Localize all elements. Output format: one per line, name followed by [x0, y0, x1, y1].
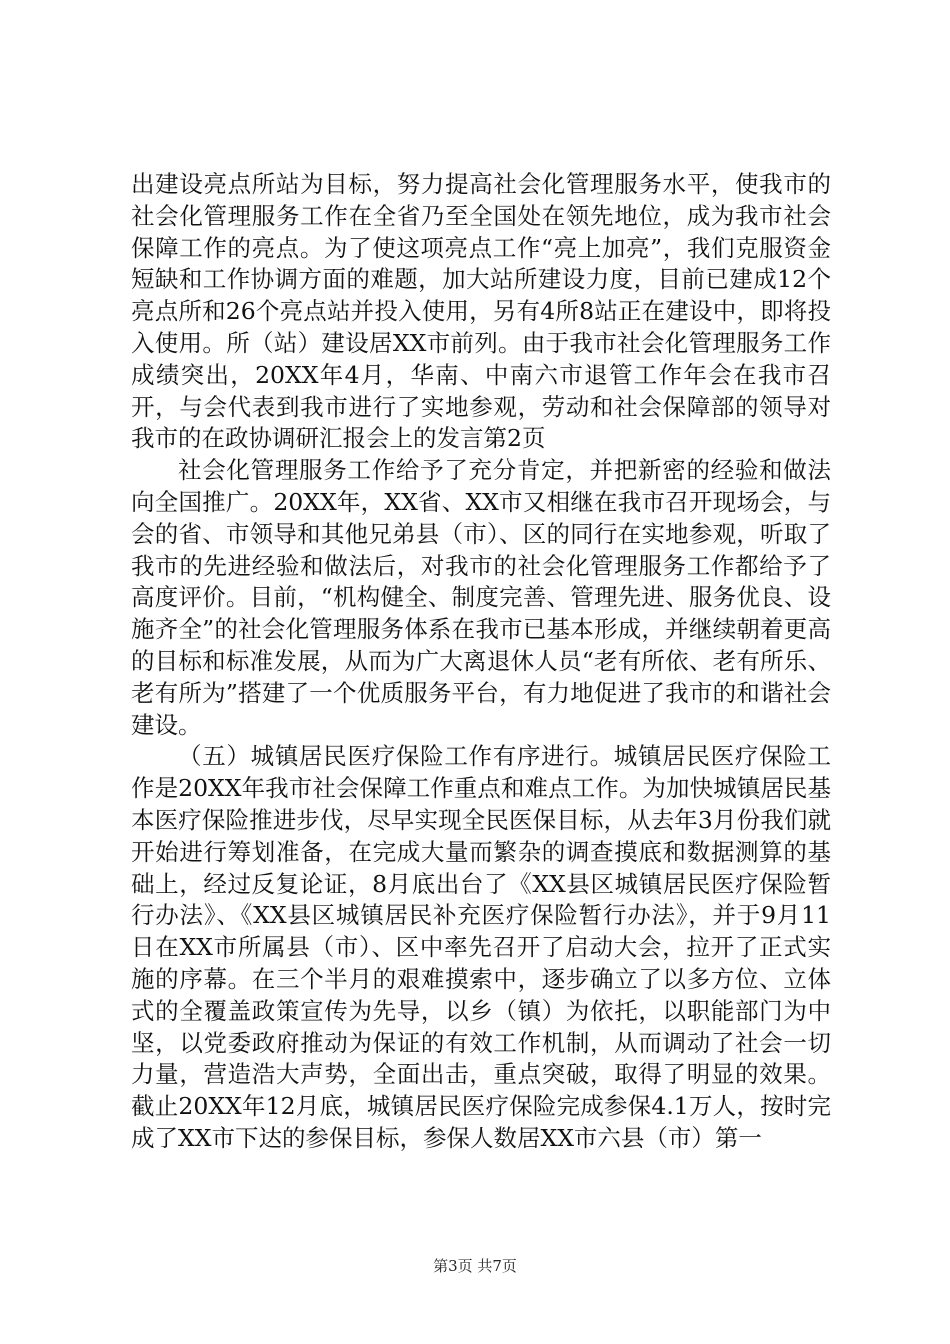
paragraph-2: 社会化管理服务工作给予了充分肯定，并把新密的经验和做法向全国推广。20XX年，XX省、XX市又相继在我市召开现场会，与会的省、市领导和其他兄弟县（市）、区的同行在实地参观，听取了我市的先进经验和做法后，对我市的社会化管理服务工作都给予了高度评价。目前，“机构健全、制度完善、管理先进、服务优良、设施齐全”的社会化管理服务体系在我市已基本形成，并继续朝着更高的目标和标准发展，从而为广大离退休人员“老有所依、老有所乐、老有所为”搭建了一个优质服务平台，有力地促进了我市的和谐社会建设。	[131, 456, 831, 739]
paragraph-3: （五）城镇居民医疗保险工作有序进行。城镇居民医疗保险工作是20XX年我市社会保障工作重点和难点工作。为加快城镇居民基本医疗保险推进步伐，尽早实现全民医保目标，从去年3月份我们就开始进行筹划准备，在完成大量而繁杂的调查摸底和数据测算的基础上，经过反复论证，8月底出台了《XX县区城镇居民医疗保险暂行办法》、《XX县区城镇居民补充医疗保险暂行办法》，并于9月11日在XX市所属县（市）、区中率先召开了启动大会，拉开了正式实施的序幕。在三个半月的艰难摸索中，逐步确立了以多方位、立体式的全覆盖政策宣传为先导，以乡（镇）为依托，以职能部门为中坚，以党委政府推动为保证的有效工作机制，从而调动了社会一切力量，营造浩大声势，全面出击，重点突破，取得了明显的效果。截止20XX年12月底，城镇居民医疗保险完成参保4.1万人，按时完成了XX市下达的参保目标，参保人数居XX市六县（市）第一	[131, 742, 831, 1152]
document-body	[131, 169, 831, 1155]
paragraph-1: 出建设亮点所站为目标，努力提高社会化管理服务水平，使我市的社会化管理服务工作在全省乃至全国处在领先地位，成为我市社会保障工作的亮点。为了使这项亮点工作“亮上加亮”，我们克服资金短缺和工作协调方面的难题，加大站所建设力度，目前已建成12个亮点所和26个亮点站并投入使用，另有4所8站正在建设中，即将投入使用。所（站）建设居XX市前列。由于我市社会化管理服务工作成绩突出，20XX年4月，华南、中南六市退管工作年会在我市召开，与会代表到我市进行了实地参观，劳动和社会保障部的领导对我市的在政协调研汇报会上的发言第2页	[131, 170, 831, 453]
page-footer: 第3页 共7页	[433, 1257, 517, 1275]
